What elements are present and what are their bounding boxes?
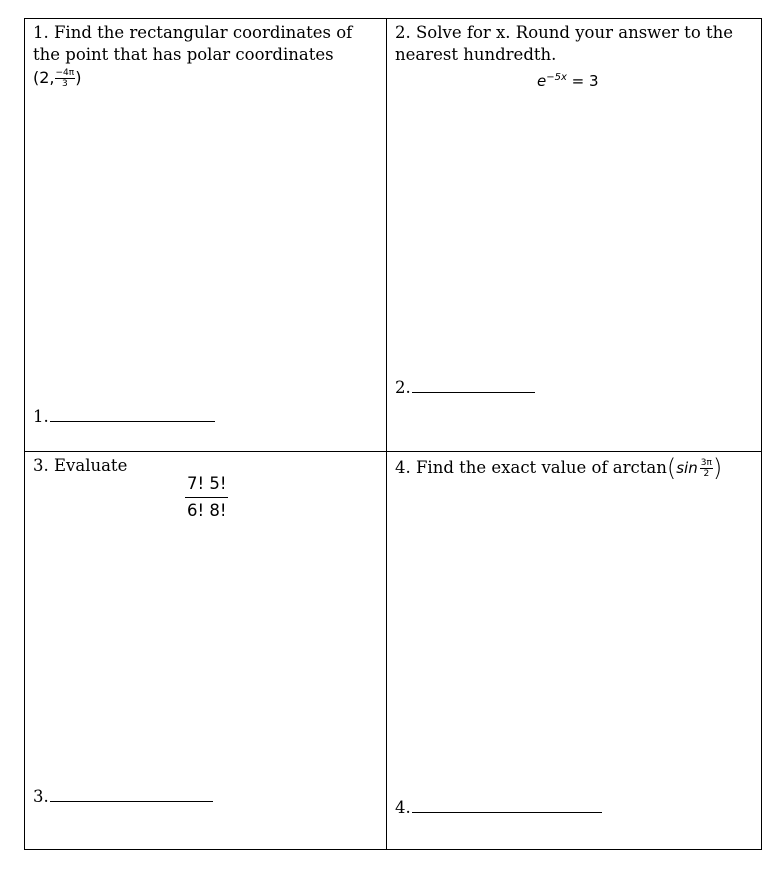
vertical-divider xyxy=(386,19,387,849)
answer-2-blank[interactable] xyxy=(412,391,535,393)
answer-1-blank[interactable] xyxy=(50,420,215,422)
factorial-fraction: $\frac{7! 5!}{6! 8!}$ xyxy=(187,474,227,520)
question-2-text: 2. Solve for x. Round your answer to the nearest hundredth. xyxy=(395,23,734,64)
answer-1-label: 1. xyxy=(33,407,49,426)
question-1 xyxy=(33,22,378,89)
angle-fraction: $\frac{-4\pi}{3}$ xyxy=(55,68,75,89)
answer-2 xyxy=(395,378,535,397)
question-3 xyxy=(33,455,127,477)
open-paren: ( xyxy=(666,454,677,482)
question-3-text: 3. Evaluate xyxy=(33,456,128,475)
polar-coordinates: (2, $\frac{-4\pi}{3}$ ) xyxy=(33,68,82,89)
close-paren: ) xyxy=(712,454,723,482)
question-1-text: 1. Find the rectangular coordinates of the point that has polar coordinates xyxy=(33,23,353,64)
answer-3-label: 3. xyxy=(33,787,49,806)
worksheet-grid xyxy=(24,18,762,850)
answer-4-label: 4. xyxy=(395,798,411,817)
sin-argument-fraction: $\frac{3\pi}{2}$ xyxy=(700,457,712,479)
question-4: 4. Find the exact value of arctan ( sin $\frac{3\pi}{2}$ ) xyxy=(395,454,723,482)
horizontal-divider xyxy=(25,451,761,452)
equation: $e^{-5x} = 3$ xyxy=(537,72,599,90)
answer-4 xyxy=(395,798,602,817)
answer-4-blank[interactable] xyxy=(412,811,602,813)
answer-2-label: 2. xyxy=(395,378,411,397)
question-4-text: 4. Find the exact value of arctan xyxy=(395,458,667,477)
answer-3 xyxy=(33,787,213,806)
answer-3-blank[interactable] xyxy=(50,800,213,802)
question-2 xyxy=(395,22,735,92)
answer-1 xyxy=(33,407,215,426)
